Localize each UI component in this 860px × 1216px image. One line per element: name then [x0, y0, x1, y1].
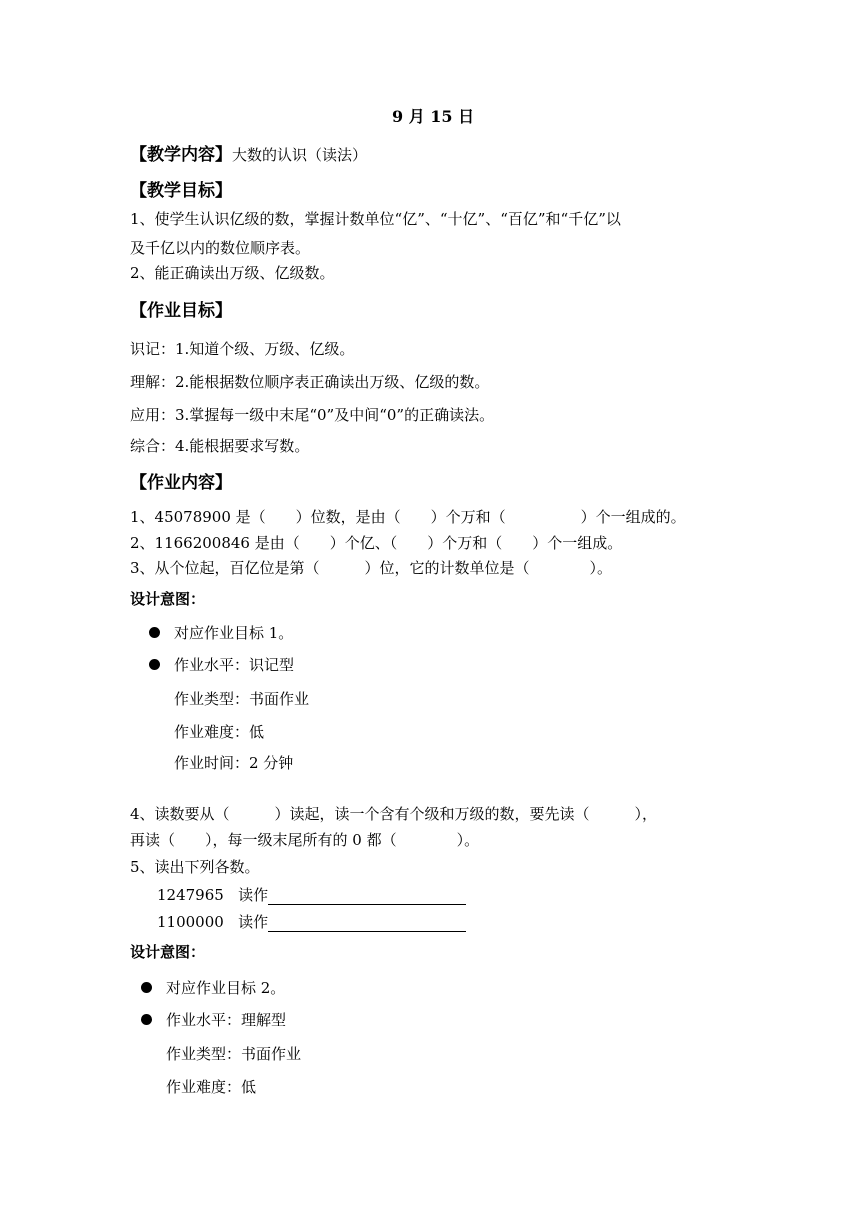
homework-content-heading: 【作业内容】: [130, 473, 232, 493]
bullet-dot-icon: [141, 982, 152, 993]
homework-goals-heading: 【作业目标】: [130, 301, 232, 321]
design2-bullet-2: 作业水平：理解型: [166, 1011, 287, 1029]
homework-goal-1: 识记：1.知道个级、万级、亿级。: [130, 340, 355, 358]
question-4-line-2: 再读（ ），每一级末尾所有的 0 都（ ）。: [130, 831, 480, 849]
teaching-content-text: 大数的认识（读法）: [232, 146, 368, 164]
question-4-line-1: 4、读数要从（ ）读起，读一个含有个级和万级的数，要先读（ ），: [130, 805, 658, 823]
design2-difficulty: 作业难度：低: [166, 1078, 257, 1096]
homework-goal-3: 应用：3.掌握每一级中末尾“0”及中间“0”的正确读法。: [130, 406, 495, 424]
design-intent-heading-2: 设计意图：: [130, 943, 206, 961]
design1-difficulty: 作业难度：低: [174, 723, 265, 741]
teaching-goal-line-1: 1、使学生认识亿级的数，掌握计数单位“亿”、“十亿”、“百亿”和“千亿”以: [130, 210, 621, 228]
teaching-goal-line-3: 2、能正确读出万级、亿级数。: [130, 264, 335, 282]
teaching-goals-heading: 【教学目标】: [130, 181, 232, 201]
design2-type: 作业类型：书面作业: [166, 1045, 302, 1063]
design-intent-heading-1: 设计意图：: [130, 590, 206, 608]
bullet-dot-icon: [149, 627, 160, 638]
bullet-dot-icon: [149, 659, 160, 670]
page-date: 9 月 15 日: [392, 107, 475, 126]
design1-time: 作业时间：2 分钟: [174, 754, 294, 772]
answer-blank-2[interactable]: [268, 915, 466, 932]
read-number-row-1: [157, 884, 466, 905]
design1-bullet-2: 作业水平：识记型: [174, 656, 295, 674]
teaching-content-line: [130, 140, 367, 165]
read-as-label-2: 读作: [238, 913, 269, 931]
question-5: 5、读出下列各数。: [130, 858, 260, 876]
number-1247965: 1247965: [157, 886, 224, 904]
question-2: 2、1166200846 是由（ ）个亿、（ ）个万和（ ）个一组成。: [130, 534, 623, 552]
design2-bullet-1: 对应作业目标 2。: [166, 979, 286, 997]
teaching-content-label: 【教学内容】: [130, 145, 232, 165]
question-3: 3、从个位起，百亿位是第（ ）位，它的计数单位是（ ）。: [130, 559, 613, 577]
design1-bullet-1: 对应作业目标 1。: [174, 624, 294, 642]
design1-type: 作业类型：书面作业: [174, 690, 310, 708]
homework-goal-2: 理解：2.能根据数位顺序表正确读出万级、亿级的数。: [130, 373, 490, 391]
answer-blank-1[interactable]: [268, 888, 466, 905]
number-1100000: 1100000: [157, 913, 224, 931]
homework-goal-4: 综合：4.能根据要求写数。: [130, 437, 310, 455]
bullet-dot-icon: [141, 1014, 152, 1025]
teaching-goal-line-2: 及千亿以内的数位顺序表。: [130, 239, 311, 257]
read-number-row-2: [157, 911, 466, 932]
read-as-label-1: 读作: [238, 886, 269, 904]
question-1: 1、45078900 是（ ）位数，是由（ ）个万和（ ）个一组成的。: [130, 508, 686, 526]
